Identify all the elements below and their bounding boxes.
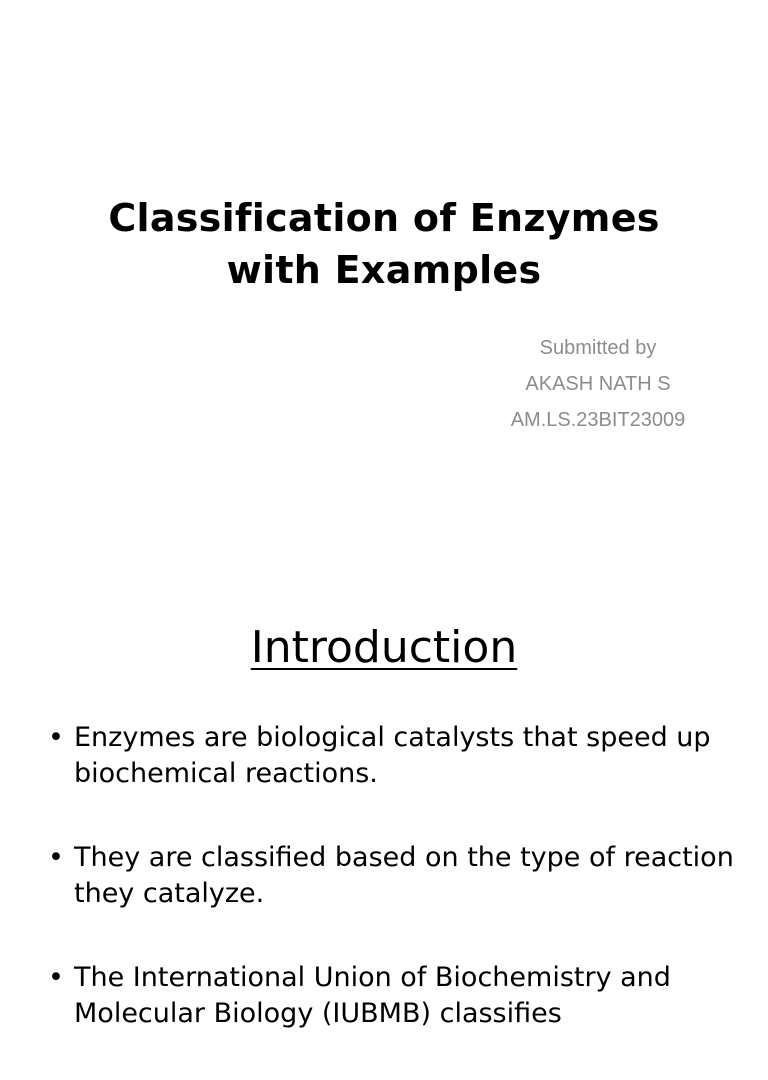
- bullet-list: [46, 720, 736, 1080]
- introduction-heading: Introduction: [250, 622, 518, 673]
- bullet-item: [46, 960, 736, 1032]
- bullet-item: [46, 840, 736, 912]
- roll-number: AM.LS.23BIT23009: [510, 409, 686, 431]
- bullet-icon: •: [48, 722, 64, 753]
- title-line-1: Classification of Enzymes: [108, 196, 660, 240]
- student-name: AKASH NATH S: [525, 373, 671, 395]
- submitter-info: [430, 330, 766, 438]
- bullet-icon: •: [48, 962, 64, 993]
- presentation-title: [0, 192, 768, 296]
- bullet-text: The International Union of Biochemistry and Molecular Biology (IUBMB) classifies: [74, 962, 671, 1029]
- bullet-text: They are classified based on the type of reaction they catalyze.: [74, 842, 734, 909]
- introduction-slide: [0, 576, 768, 1029]
- title-line-2: with Examples: [226, 248, 542, 292]
- bullet-text: Enzymes are biological catalysts that speed up biochemical reactions.: [74, 722, 711, 789]
- bullet-item: [46, 720, 736, 792]
- submitted-by-label: Submitted by: [539, 337, 657, 359]
- bullet-icon: •: [48, 842, 64, 873]
